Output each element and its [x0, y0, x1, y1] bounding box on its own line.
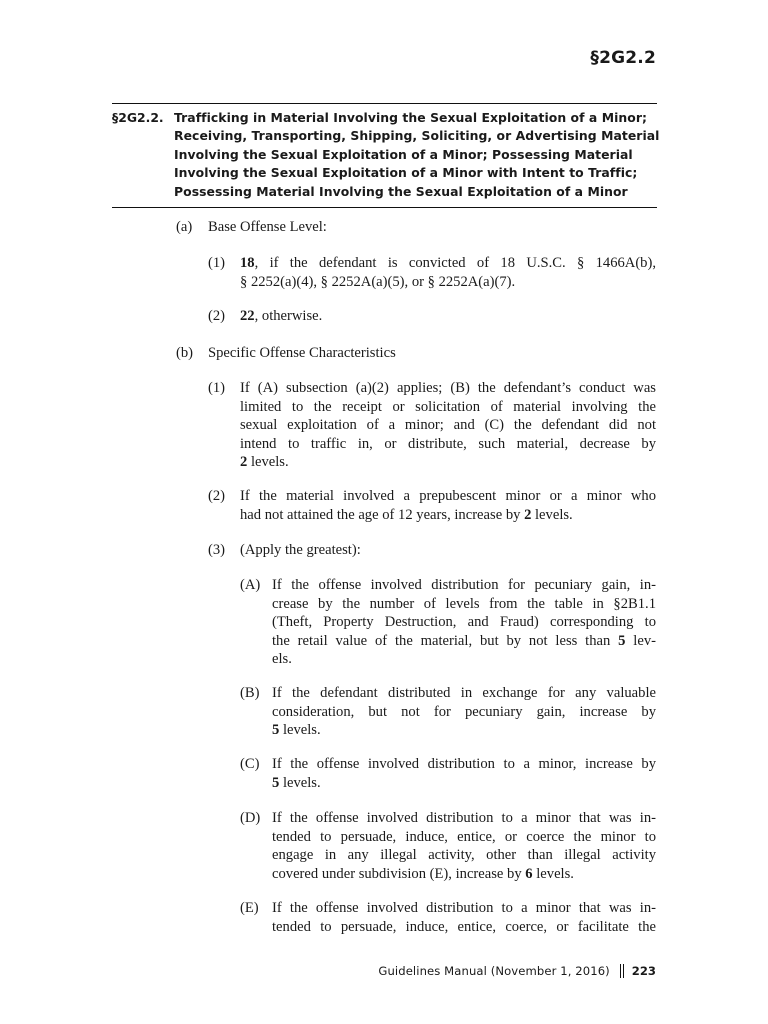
b3E-line: If the offense involved distribution to a minor that was in-	[272, 900, 656, 916]
b3D-line: If the offense involved distribution to a minor that was in-	[272, 810, 656, 826]
b3D-text	[272, 809, 656, 883]
a2-text	[240, 307, 322, 326]
b1-last-rest: levels.	[247, 454, 289, 471]
page-number: 223	[631, 964, 656, 978]
b3A-levels: 5	[618, 632, 626, 649]
b3A-marker: (A)	[240, 577, 261, 593]
a2-level: 22	[240, 308, 255, 324]
b3A-line4-pre: the retail value of the material, but by not less than	[272, 632, 619, 649]
section-title-line: Possessing Material Involving the Sexual Exploitation of a Minor	[174, 183, 628, 199]
b3D-line: engage in any illegal activity, other than illegal activity	[272, 847, 656, 864]
footer-divider	[620, 964, 624, 978]
page-footer	[378, 964, 656, 978]
b3C-line	[272, 774, 656, 793]
b3E-line: tended to persuade, induce, entice, coerce, or facilitate the	[272, 918, 656, 935]
b3B-levels: 5	[272, 722, 280, 739]
b3A-text	[272, 576, 656, 669]
b3B-last-rest: levels.	[279, 722, 321, 739]
b2-marker: (2)	[208, 488, 226, 504]
b3A-line	[272, 632, 656, 651]
b1-line: If (A) subsection (a)(2) applies; (B) the defendant’s conduct was	[240, 380, 656, 396]
b3A-line: (Theft, Property Destruction, and Fraud) corresponding to	[272, 614, 656, 631]
a1-level: 18	[240, 255, 255, 271]
b3-marker: (3)	[208, 542, 226, 558]
b1-text	[240, 379, 656, 472]
b3B-line: If the defendant distributed in exchange for any valuable	[272, 685, 656, 701]
a2-rest: , otherwise.	[254, 308, 323, 324]
a1-line: § 2252(a)(4), § 2252A(a)(5), or § 2252A(a)(7).	[240, 273, 516, 290]
b2-levels: 2	[524, 506, 532, 523]
subsection-b-marker: (b)	[176, 345, 194, 361]
b3E-text	[272, 899, 656, 936]
b3D-marker: (D)	[240, 810, 261, 826]
b3E-marker: (E)	[240, 900, 259, 916]
section-title-line: Receiving, Transporting, Shipping, Soliciting, or Advertising Material	[174, 128, 660, 144]
b3C-last-rest: levels.	[279, 774, 321, 791]
section-title	[174, 109, 659, 201]
section-title-line: Involving the Sexual Exploitation of a Minor with Intent to Traffic;	[174, 165, 638, 181]
subsection-b-heading: Specific Offense Characteristics	[208, 345, 396, 361]
b2-line2-pre: had not attained the age of 12 years, increase by	[240, 506, 525, 523]
b1-line: sexual exploitation of a minor; and (C) the defendant did not	[240, 417, 656, 434]
b3B-text	[272, 684, 656, 740]
b3B-line	[272, 721, 656, 740]
b2-line: If the material involved a prepubescent minor or a minor who	[240, 488, 656, 504]
b3B-marker: (B)	[240, 685, 260, 701]
b3D-line4-rest: levels.	[532, 865, 574, 882]
a1-text	[240, 254, 656, 291]
footer-manual-title: Guidelines Manual (November 1, 2016)	[378, 964, 610, 978]
b3A-line: els.	[272, 651, 292, 668]
b2-text	[240, 487, 656, 524]
b3A-line4-rest: lev-	[625, 632, 656, 649]
b3D-line: tended to persuade, induce, entice, or coerce the minor to	[272, 828, 656, 845]
b1-marker: (1)	[208, 380, 226, 396]
b3C-line: If the offense involved distribution to a minor, increase by	[272, 756, 656, 772]
a1-marker: (1)	[208, 255, 226, 271]
section-title-line: Trafficking in Material Involving the Sexual Exploitation of a Minor;	[174, 110, 647, 125]
b2-line2-rest: levels.	[531, 506, 573, 523]
a1-line	[240, 254, 656, 273]
b3A-line: If the offense involved distribution for pecuniary gain, in-	[272, 577, 656, 593]
b3B-line: consideration, but not for pecuniary gain, increase by	[272, 703, 656, 720]
b1-line: intend to traffic in, or distribute, such material, decrease by	[240, 435, 656, 452]
b3C-text	[272, 755, 656, 792]
b3C-marker: (C)	[240, 756, 260, 772]
running-head: §2G2.2	[590, 48, 656, 68]
a2-marker: (2)	[208, 308, 226, 324]
b3D-levels: 6	[525, 865, 533, 882]
b2-line	[240, 506, 656, 525]
a1-line1-rest: , if the defendant is convicted of 18 U.S.C. § 1466A(b),	[254, 255, 656, 271]
b1-levels: 2	[240, 454, 248, 471]
subsection-a-heading: Base Offense Level:	[208, 219, 327, 235]
b3D-line	[272, 865, 656, 884]
b1-line	[240, 453, 656, 472]
b3D-line4-pre: covered under subdivision (E), increase by	[272, 865, 526, 882]
b3C-levels: 5	[272, 774, 280, 791]
section-number: §2G2.2.	[112, 110, 164, 125]
subsection-a-marker: (a)	[176, 219, 193, 235]
section-title-line: Involving the Sexual Exploitation of a Minor; Possessing Material	[174, 146, 633, 162]
section-title-block	[112, 103, 660, 208]
b3-heading: (Apply the greatest):	[240, 542, 361, 558]
b1-line: limited to the receipt or solicitation of material involving the	[240, 398, 656, 415]
b3A-line: crease by the number of levels from the table in §2B1.1	[272, 595, 656, 612]
